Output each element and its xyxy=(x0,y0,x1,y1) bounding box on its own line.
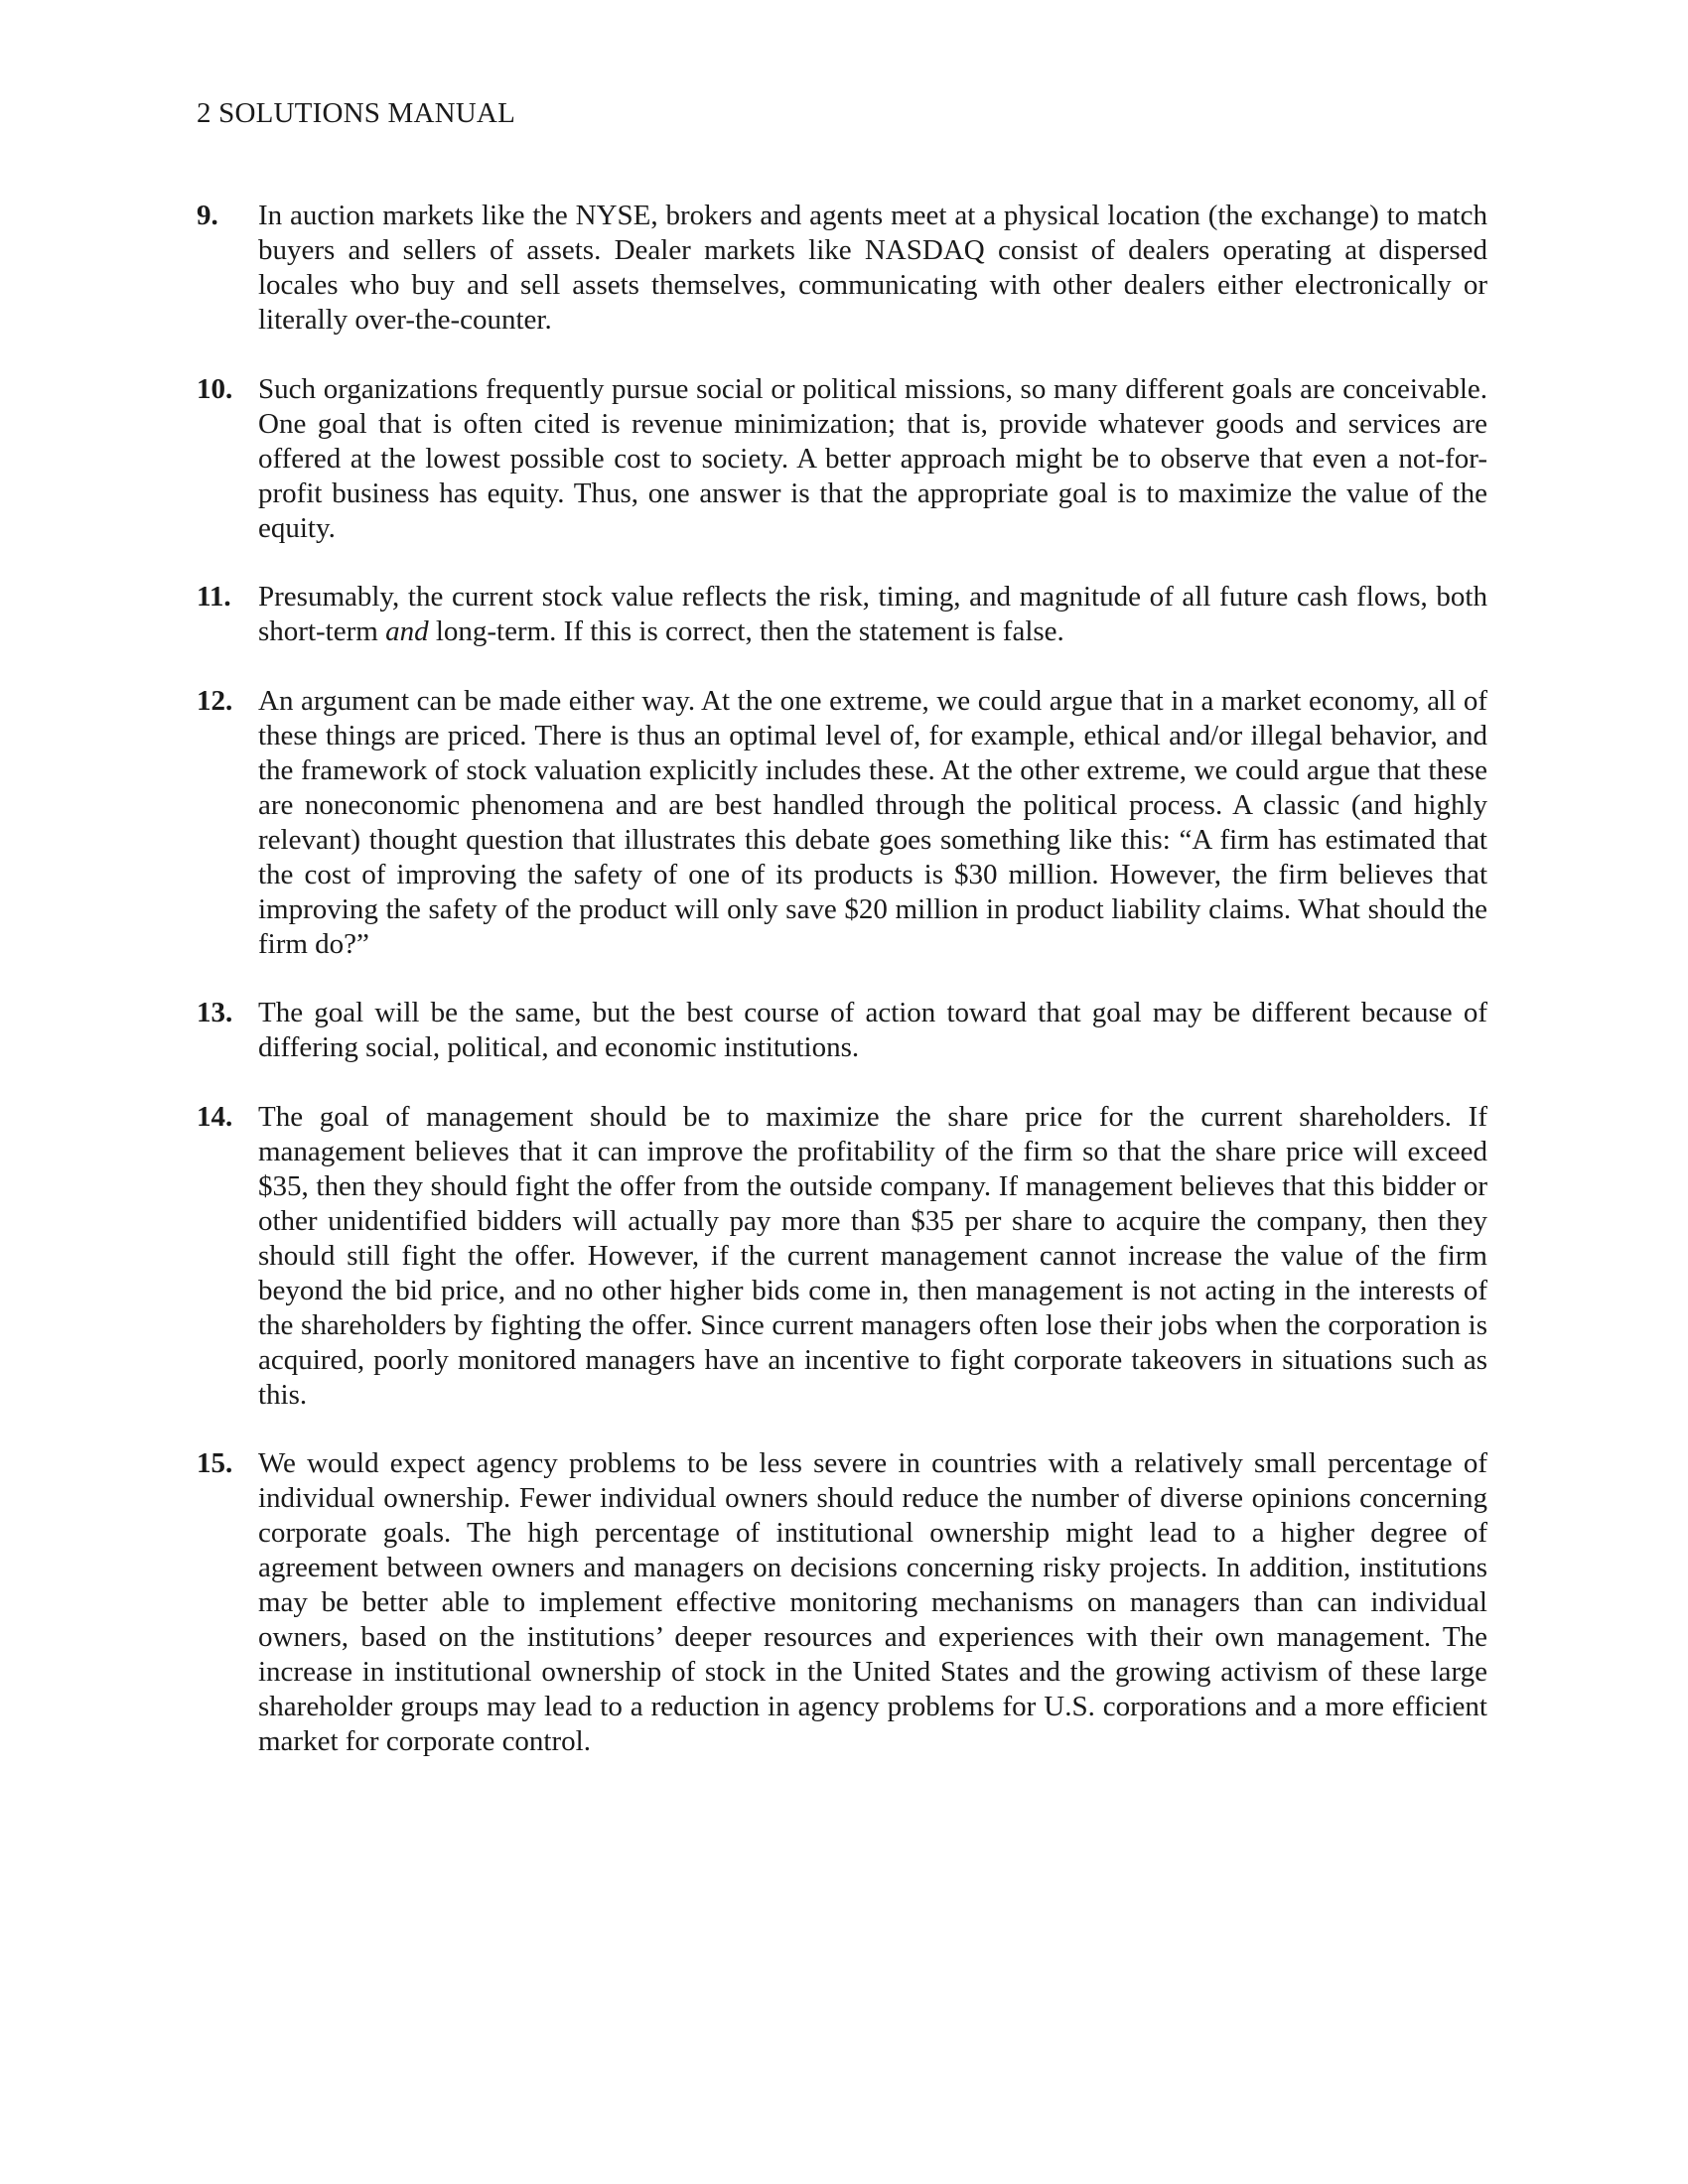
answer-text-part: Presumably, the current stock value reflects the risk, timing, and magnitude of all future cash flows, both short-term xyxy=(258,581,1487,647)
answer-text: The goal will be the same, but the best course of action toward that goal may be different because of differing social, political, and economic institutions. xyxy=(258,997,1487,1063)
answer-text-part: long-term. If this is correct, then the statement is false. xyxy=(428,615,1064,647)
answer-item-11 xyxy=(197,580,1487,649)
answer-text: In auction markets like the NYSE, brokers and agents meet at a physical location (the exchange) to match buyers and sellers of assets. Dealer markets like NASDAQ consist of dealers operating at dispersed locales who buy and sell assets themselves, communicating with other dealers either electronically or literally over-the-counter. xyxy=(258,200,1487,336)
answer-number: 13. xyxy=(197,997,233,1028)
answer-number: 10. xyxy=(197,372,233,405)
answer-number: 14. xyxy=(197,1100,233,1133)
answer-number: 15. xyxy=(197,1447,233,1479)
answer-text: Such organizations frequently pursue social or political missions, so many different goals are conceivable. One goal that is often cited is revenue minimization; that is, provide whatever goods and services are offered at the lowest possible cost to society. A better approach might be to observe that even a not-for-profit business has equity. Thus, one answer is that the appropriate goal is to maximize the value of the equity. xyxy=(258,372,1487,544)
answer-item-13 xyxy=(197,996,1487,1065)
answer-item-14 xyxy=(197,1100,1487,1413)
answer-text: We would expect agency problems to be less severe in countries with a relatively small percentage of individual ownership. Fewer individual owners should reduce the number of diverse opinions concerning corporate goals. The high percentage of institutional ownership might lead to a higher degree of agreement between owners and managers on decisions concerning risky projects. In addition, institutions may be better able to implement effective monitoring mechanisms on managers than can individual owners, based on the institutions’ deeper resources and experiences with their own management. The increase in institutional ownership of stock in the United States and the growing activism of these large shareholder groups may lead to a reduction in agency problems for U.S. corporations and a more efficient market for corporate control. xyxy=(258,1447,1487,1757)
running-header: 2 SOLUTIONS MANUAL xyxy=(197,97,515,129)
answer-item-9 xyxy=(197,199,1487,338)
answer-item-12 xyxy=(197,684,1487,962)
answer-number: 12. xyxy=(197,684,233,717)
answer-item-10 xyxy=(197,372,1487,546)
answer-text xyxy=(258,580,1487,649)
answer-item-15 xyxy=(197,1446,1487,1759)
answer-text: The goal of management should be to maximize the share price for the current shareholders. If management believes that it can improve the profitability of the firm so that the share price will exceed $35, then they should fight the offer from the outside company. If management believes that this bidder or other unidentified bidders will actually pay more than $35 per share to acquire the company, then they should still fight the offer. However, if the current management cannot increase the value of the firm beyond the bid price, and no other higher bids come in, then management is not acting in the interests of the shareholders by fighting the offer. Since current managers often lose their jobs when the corporation is acquired, poorly monitored managers have an incentive to fight corporate takeovers in situations such as this. xyxy=(258,1100,1487,1411)
answer-text-emphasis: and xyxy=(385,615,429,647)
answer-number: 11. xyxy=(197,581,231,613)
answer-list xyxy=(197,199,1487,1794)
answer-text: An argument can be made either way. At the one extreme, we could argue that in a market economy, all of these things are priced. There is thus an optimal level of, for example, ethical and/or illegal behavior, and the framework of stock valuation explicitly includes these. At the other extreme, we could argue that these are noneconomic phenomena and are best handled through the political process. A classic (and highly relevant) thought question that illustrates this debate goes something like this: “A firm has estimated that the cost of improving the safety of one of its products is $30 million. However, the firm believes that improving the safety of the product will only save $20 million in product liability claims. What should the firm do?” xyxy=(258,684,1487,960)
answer-number: 9. xyxy=(197,200,218,231)
